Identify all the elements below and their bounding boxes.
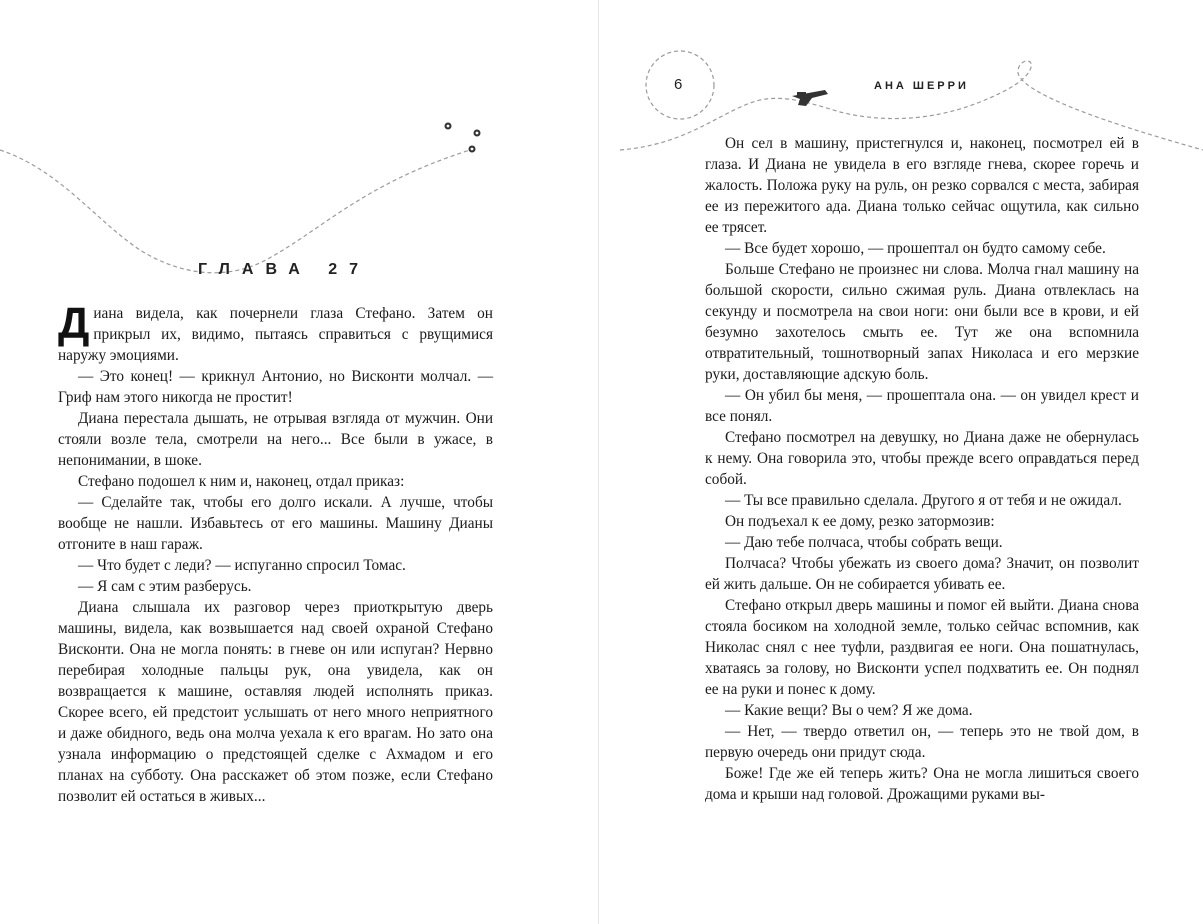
paragraph: Стефано подошел к ним и, наконец, отдал приказ: <box>78 473 405 490</box>
paragraph: — Он убил бы меня, — прошептала она. — он увидел крест и все понял. <box>705 387 1139 425</box>
running-head: АНА ШЕРРИ <box>874 80 969 92</box>
paragraph: Диана перестала дышать, не отрывая взгляда от мужчин. Они стояли возле тела, смотрели на него... Все были в ужасе, в непонимании, в шоке. <box>58 410 493 469</box>
paragraph: Диана слышала их разговор через приоткрытую дверь машины, видела, как возвышается над своей охраной Стефано Висконти. Она не могла понять: в гневе он или испуган? Нервно перебирая холодные пальцы рук, она увидела, как он возвращается к машине, оставляя людей исполнять приказ. Скорее всего, ей предстоит услышать от него много неприятного и даже обидного, ведь она молча уехала к его врагам. Но зато она узнала информацию о предстоящей сделке с Ахмадом и его планах на субботу. Она расскажет об этом позже, если Стефано позволит ей остаться в живых... <box>58 599 493 805</box>
paragraph: Диана видела, как почернели глаза Стефано. Затем он прикрыл их, видимо, пытаясь справиться с рвущимися наружу эмоциями. <box>58 299 493 364</box>
right-page <box>599 0 1203 924</box>
right-body-text <box>705 133 1139 805</box>
paragraph: — Ты все правильно сделала. Другого я от тебя и не ожидал. <box>725 492 1122 509</box>
left-body-text <box>58 299 493 807</box>
paragraph: — Что будет с леди? — испуганно спросил Томас. <box>78 557 406 574</box>
paragraph: Боже! Где же ей теперь жить? Она не могла лишиться своего дома и крыши над головой. Дрожащими руками вы- <box>705 765 1139 803</box>
drop-cap: Д <box>58 299 90 348</box>
paragraph: — Даю тебе полчаса, чтобы собрать вещи. <box>725 534 1003 551</box>
paragraph: Стефано посмотрел на девушку, но Диана даже не обернулась к нему. Она говорила это, чтобы прежде всего оправдаться перед собой. <box>705 429 1139 488</box>
chapter-title: ГЛАВА 27 <box>198 261 371 278</box>
paragraph: Больше Стефано не произнес ни слова. Молча гнал машину на большой скорости, сильно сжимая руль. Диана отвлеклась на секунду и посмотрела на свои ноги: они были все в крови, и ей безумно захотелось смыть ее. Тут же она вспомнила отвратительный, тошнотворный запах Николаса и его мерзкие руки, доставляющие адскую боль. <box>705 261 1139 383</box>
paragraph: Стефано открыл дверь машины и помог ей выйти. Диана снова стояла босиком на холодной земле, только сейчас вспомнив, как Николас снял с нее туфли, раздвигая ее ноги. Она пошатнулась, хватаясь за голову, но Висконти успел подхватить ее. Он поднял ее на руки и понес к дому. <box>705 597 1139 698</box>
page-number: 6 <box>674 76 683 93</box>
paragraph: — Это конец! — крикнул Антонио, но Висконти молчал. — Гриф нам этого никогда не простит! <box>58 368 493 406</box>
paragraph: — Какие вещи? Вы о чем? Я же дома. <box>725 702 973 719</box>
paragraph: — Я сам с этим разберусь. <box>78 578 252 595</box>
paragraph: Он подъехал к ее дому, резко затормозив: <box>725 513 995 530</box>
paragraph: Он сел в машину, пристегнулся и, наконец, посмотрел ей в глаза. И Диана не увидела в его взгляде гнева, скорее горечь и жалость. Положа руку на руль, он резко сорвался с места, забирая ее из пережитого ада. Диана только сейчас ощутила, как сильно ее трясет. <box>705 135 1139 236</box>
paragraph: — Нет, — твердо ответил он, — теперь это не твой дом, в первую очередь они придут сюда. <box>705 723 1139 761</box>
paragraph: — Все будет хорошо, — прошептал он будто самому себе. <box>725 240 1106 257</box>
paragraph: Полчаса? Чтобы убежать из своего дома? Значит, он позволит ей жить дальше. Он не собирается убивать ее. <box>705 555 1139 593</box>
paragraph: — Сделайте так, чтобы его долго искали. А лучше, чтобы вообще не нашли. Избавьтесь от его машины. Машину Дианы отгоните в наш гараж. <box>58 494 493 553</box>
